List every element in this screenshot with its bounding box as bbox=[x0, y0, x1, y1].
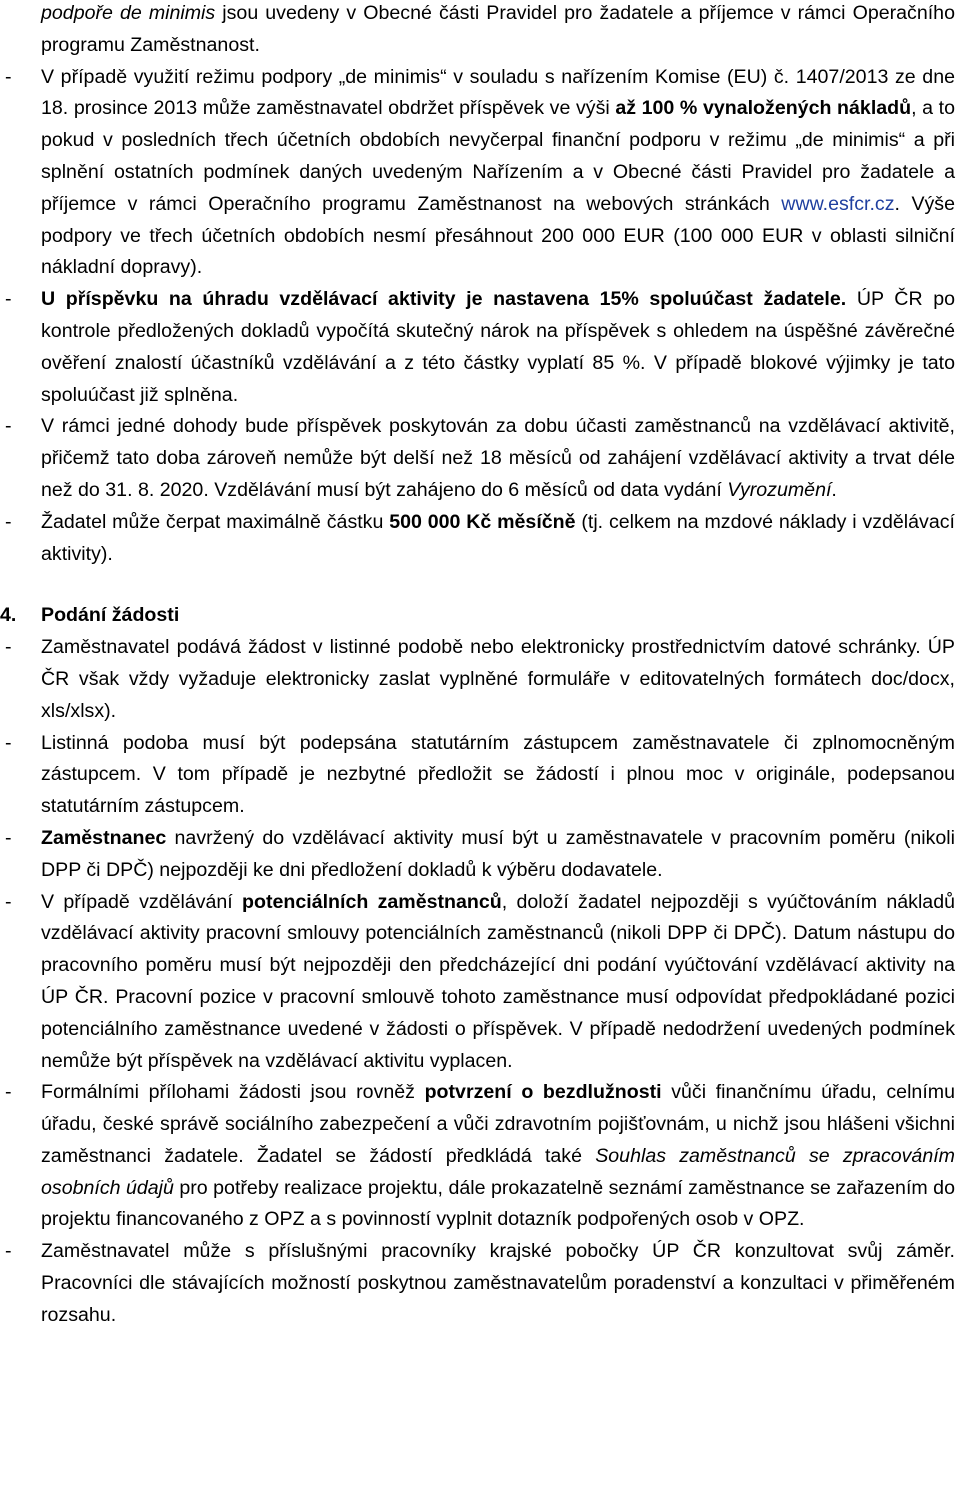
section-number: 4. bbox=[0, 604, 17, 627]
bullet-dash: - bbox=[5, 826, 12, 849]
list-item-text bbox=[41, 1236, 955, 1331]
list-item-de-minimis bbox=[0, 62, 960, 285]
text-span: V případě vzdělávání bbox=[41, 890, 243, 913]
bullet-dash: - bbox=[5, 510, 12, 533]
text-span: vůči finančnímu úřadu, celnímu úřadu, české správě sociálního zabezpečení a vůči zdravotním pojišťovnám, u nichž jsou hlášeni všichni zaměstnanci žadatele. Žadatel se žádostí předkládá také bbox=[41, 1081, 955, 1167]
text-span: , a to pokud v posledních třech účetních obdobích nevyčerpal finanční podporu v režimu „de minimis“ a při splnění ostatních podmínek daných uvedeným Nařízením a v Obecné části Pravidel pro žadatele a příjemce v rámci Operačního programu Zaměstnanost na webových stránkách bbox=[41, 97, 956, 215]
intro-paragraph bbox=[0, 0, 955, 62]
esfcr-link[interactable]: www.esfcr.cz bbox=[781, 192, 895, 215]
bold-span: 500 000 Kč měsíčně bbox=[389, 510, 576, 533]
text-span: Zaměstnavatel může s příslušnými pracovníky krajské pobočky ÚP ČR konzultovat svůj záměr. Pracovníci dle stávajících možností poskytnou zaměstnavatelům poradenství a konzultaci v přiměřeném rozsahu. bbox=[41, 1240, 955, 1326]
list-item-text bbox=[41, 507, 955, 571]
list-item-text bbox=[41, 728, 955, 823]
list-item-doba-ucasti bbox=[0, 411, 960, 506]
list-item-max-castka bbox=[0, 507, 960, 571]
bold-span: potvrzení o bezdlužnosti bbox=[424, 1081, 662, 1104]
bold-span: U příspěvku na úhradu vzdělávací aktivity je nastavena 15% spoluúčast žadatele. bbox=[41, 288, 847, 311]
text-span: Listinná podoba musí být podepsána statutárním zástupcem zaměstnavatele či zplnomocněným zástupcem. V tom případě je nezbytné předložit se žádostí i plnou moc v originále, podepsanou statutárním zástupcem. bbox=[41, 731, 955, 818]
text-span: navržený do vzdělávací aktivity musí být u zaměstnavatele v pracovním poměru (nikoli DPP či DPČ) nejpozději ke dni předložení dokladů k výběru dodavatele. bbox=[41, 826, 955, 881]
bullet-dash: - bbox=[5, 731, 12, 754]
text-span: (tj. celkem na mzdové náklady i vzdělávací aktivity). bbox=[41, 510, 955, 565]
bold-span: potenciálních zaměstnanců bbox=[242, 890, 502, 913]
list-item-text bbox=[41, 1077, 955, 1236]
list-item-spoluucast bbox=[0, 284, 960, 411]
list-item-text bbox=[41, 62, 955, 285]
bullet-dash: - bbox=[5, 890, 12, 913]
bullet-dash: - bbox=[5, 65, 12, 88]
text-span: . Výše podpory ve třech účetních obdobích nesmí přesáhnout 200 000 EUR (100 000 EUR v oblasti silniční nákladní dopravy). bbox=[41, 192, 956, 279]
text-span: Zaměstnavatel podává žádost v listinné podobě nebo elektronicky prostřednictvím datové schránky. ÚP ČR však vždy vyžaduje elektronicky zaslat vyplněné formuláře v editovatelných formátech doc/docx, xls/xlsx). bbox=[41, 636, 955, 722]
list-item-text bbox=[41, 411, 955, 506]
bullet-dash: - bbox=[5, 288, 12, 311]
list-item-text bbox=[41, 632, 955, 727]
intro-text: jsou uvedeny v Obecné části Pravidel pro žadatele a příjemce v rámci Operačního programu Zaměstnanost. bbox=[41, 2, 955, 56]
text-span: V rámci jedné dohody bude příspěvek poskytován za dobu účasti zaměstnanců na vzdělávací aktivitě, přičemž tato doba zároveň nemůže být delší než 18 měsíců od zahájení vzdělávací aktivity a trvat déle než do 31. 8. 2020. Vzdělávání musí být zahájeno do 6 měsíců od data vydání bbox=[41, 415, 955, 501]
text-span: Formálními přílohami žádosti jsou rovněž bbox=[41, 1081, 425, 1104]
italic-span: Vyrozumění bbox=[727, 478, 832, 501]
list-item-listinna bbox=[0, 728, 960, 823]
text-span: Žadatel může čerpat maximálně částku bbox=[41, 510, 390, 533]
list-item-zamestnanec bbox=[0, 823, 960, 887]
bullet-dash: - bbox=[5, 1240, 12, 1263]
bold-span: Zaměstnanec bbox=[41, 826, 167, 849]
list-item-potencialni bbox=[0, 887, 960, 1078]
text-span: ÚP ČR po kontrole předložených dokladů vypočítá skutečný nárok na příspěvek s ohledem na úspěšné závěrečné ověření znalostí účastníků vzdělávání a z této částky vyplatí 85 %. V případě blokové výjimky je tato spoluúčast již splněna. bbox=[41, 288, 955, 406]
italic-span: Souhlas zaměstnanců se zpracováním osobních údajů bbox=[41, 1144, 955, 1199]
text-span: , doloží žadatel nejpozději s vyúčtováním nákladů vzdělávací aktivity pracovní smlouvy potenciálních zaměstnanců (nikoli DPP či DPČ). Datum nástupu do pracovního poměru musí být nejpozději den předcházející dni podání vyúčtování vzdělávací aktivity na ÚP ČR. Pracovní pozice v pracovní smlouvě tohoto zaměstnance musí odpovídat předpokládané pozici potenciálního zaměstnance uvedené v žádosti o příspěvek. V případě nedodržení uvedených podmínek nemůže být příspěvek na vzdělávací aktivitu vyplacen. bbox=[41, 890, 955, 1072]
section-heading bbox=[0, 600, 960, 632]
text-span: V případě využití režimu podpory „de minimis“ v souladu s nařízením Komise (EU) č. 1407/2013 ze dne 18. prosince 2013 může zaměstnavatel obdržet příspěvek ve výši bbox=[41, 65, 955, 120]
bullet-dash: - bbox=[5, 415, 12, 438]
list-item-konzultace bbox=[0, 1236, 960, 1331]
list-item-text bbox=[41, 284, 955, 411]
text-span: . bbox=[831, 478, 837, 501]
bullet-dash: - bbox=[5, 1081, 12, 1104]
text-span: pro potřeby realizace projektu, dále prokazatelně seznámí zaměstnance se zařazením do projektu financovaného z OPZ a s povinností vyplnit dotazník podpořených osob v OPZ. bbox=[41, 1176, 955, 1231]
list-item-text bbox=[41, 887, 955, 1078]
intro-italic: podpoře de minimis bbox=[41, 2, 216, 24]
bullet-dash: - bbox=[5, 636, 12, 659]
list-item-prilohy bbox=[0, 1077, 960, 1236]
section-title: Podání žádosti bbox=[41, 604, 180, 627]
bold-span: až 100 % vynaložených nákladů bbox=[615, 97, 912, 120]
list-item-podani bbox=[0, 632, 960, 727]
list-item-text bbox=[41, 823, 955, 887]
